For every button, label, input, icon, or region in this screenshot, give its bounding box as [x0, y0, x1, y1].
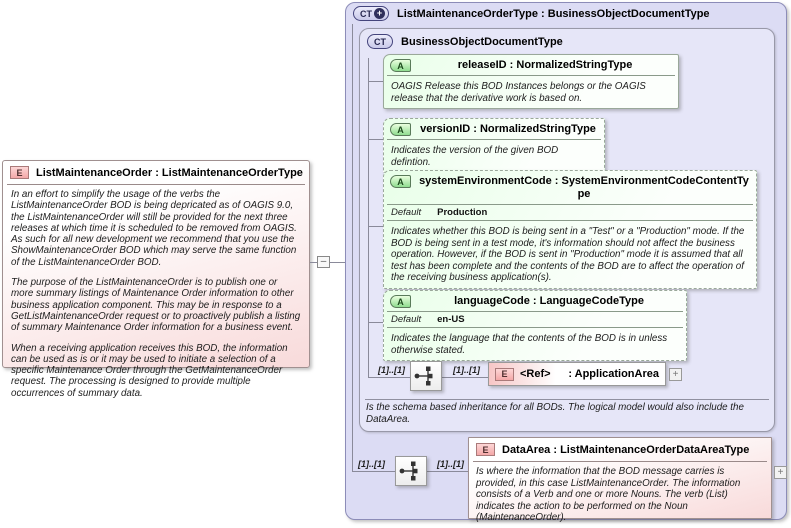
connector-line	[368, 58, 369, 377]
container-title: ListMaintenanceOrderType : BusinessObjectDocumentType	[397, 7, 710, 20]
attribute-annotation: Indicates the version of the given BOD defintion.	[391, 145, 559, 168]
attribute-version-id	[383, 118, 605, 173]
data-area-header	[469, 438, 771, 459]
element-badge: E	[476, 443, 495, 456]
connector-line	[368, 377, 410, 378]
default-label: Default	[391, 207, 422, 218]
divider	[387, 327, 683, 328]
annotation-paragraph: In an effort to simplify the usage of the verbs the ListMaintenanceOrder BOD is being depricated as of OAGIS 9.0, the ListMaintenanceOrder will still be provided for the next three releases at which time it is scheduled to be removed from OAGIS. As such for all new development we recommend that you use the ShowMaintenanceOrder BOD which may serve the same function of the ListMaintenanceOrder BOD.	[11, 189, 297, 268]
divider	[387, 220, 753, 221]
divider	[387, 204, 753, 205]
connector-line	[368, 139, 383, 140]
connector-line	[368, 322, 383, 323]
ref-name: <Ref>	[520, 368, 551, 380]
element-box-annotation	[3, 185, 309, 412]
cardinality-label: [1]..[1]	[358, 459, 385, 469]
element-badge: E	[495, 368, 514, 381]
base-type-footer-annotation: Is the schema based inheritance for all BODs. The logical model would also include the DataArea.	[366, 402, 744, 425]
attribute-system-environment-code	[383, 170, 757, 289]
default-value: en-US	[437, 314, 465, 325]
attribute-language-code	[383, 290, 687, 361]
element-box-title: ListMaintenanceOrder : ListMaintenanceOrderType	[36, 166, 303, 179]
connector-line	[352, 471, 395, 472]
data-area-title: DataArea : ListMaintenanceOrderDataAreaType	[502, 443, 750, 456]
element-box-header	[3, 161, 309, 182]
attribute-name: versionID : NormalizedStringType	[420, 123, 596, 135]
sequence-glyph	[413, 365, 439, 387]
data-area-element-box[interactable]	[468, 437, 772, 524]
default-row	[384, 313, 686, 326]
attribute-badge: A	[390, 175, 411, 188]
sequence-glyph	[398, 460, 424, 482]
sequence-icon[interactable]	[395, 456, 427, 486]
complextype-badge[interactable]: CT	[367, 34, 393, 49]
attribute-name: systemEnvironmentCode : SystemEnvironmentCodeContentType	[419, 175, 749, 200]
default-label: Default	[391, 314, 422, 325]
element-badge: E	[10, 166, 29, 179]
connector-line	[368, 81, 383, 82]
complextype-badge-label: CT	[360, 8, 372, 19]
attribute-annotation: Indicates the language that the contents of the BOD is in unless otherwise stated.	[391, 333, 668, 356]
connector-line	[442, 377, 488, 378]
application-area-ref-element[interactable]	[488, 362, 666, 386]
default-row	[384, 206, 756, 219]
container-header	[353, 6, 710, 21]
attribute-badge: A	[390, 59, 411, 72]
complextype-plus-badge[interactable]	[353, 6, 389, 21]
divider	[387, 75, 675, 76]
attribute-name: languageCode : LanguageCodeType	[454, 295, 644, 307]
expand-icon[interactable]: +	[774, 466, 787, 479]
collapse-icon[interactable]: –	[317, 256, 330, 268]
connector-line	[427, 471, 468, 472]
attribute-annotation: OAGIS Release this BOD Instances belongs or the OAGIS release that the derivative work is based on.	[391, 81, 646, 104]
data-area-annotation: Is where the information that the BOD message carries is provided, in this case ListMaintenanceOrder. The information consists of a Verb and one or more Nouns. The verb (List) indicates the action to be performed on the Noun (MaintenanceOrder).	[476, 466, 741, 524]
attribute-release-id	[383, 54, 679, 109]
annotation-paragraph: When a receiving application receives this BOD, the information can be used as is or it may be used to initiate a selection of a specific Maintenance Order through the GetMaintenanceOrder request. The processing is designed to provide multiple occurrences of summary data.	[11, 342, 288, 399]
connector-line	[352, 24, 353, 471]
attribute-badge: A	[390, 123, 411, 136]
default-value: Production	[437, 207, 488, 218]
cardinality-label: [1]..[1]	[378, 365, 405, 375]
cardinality-label: [1]..[1]	[437, 459, 464, 469]
ref-type: : ApplicationArea	[568, 368, 659, 380]
attribute-badge: A	[390, 295, 411, 308]
divider	[387, 311, 683, 312]
cardinality-label: [1]..[1]	[453, 365, 480, 375]
divider	[387, 139, 601, 140]
expand-icon[interactable]: +	[669, 368, 682, 381]
plus-icon: +	[374, 8, 385, 19]
connector-line	[368, 226, 383, 227]
base-type-header	[367, 34, 563, 49]
attribute-name: releaseID : NormalizedStringType	[457, 59, 633, 71]
annotation-paragraph: The purpose of the ListMaintenanceOrder is to publish one or more summary listings of Maintenance Order information to other business application component. This may be in response to a GetListMaintenanceOrder request or to proactively publish a listing of summary Maintenance Order information for a business event.	[11, 277, 301, 334]
attribute-annotation: Indicates whether this BOD is being sent in a "Test" or a "Production" mode. If the BOD is being sent in a test mode, it's information should not affect the business operation. However, if the BOD is sent in "Production" mode it is assumed that all test has been complete and the contents of the BOD are to affect the operation of the receiving business application(s).	[391, 226, 745, 284]
sequence-icon[interactable]	[410, 361, 442, 391]
base-type-title: BusinessObjectDocumentType	[401, 35, 563, 48]
list-maintenance-order-element-box	[2, 160, 310, 399]
